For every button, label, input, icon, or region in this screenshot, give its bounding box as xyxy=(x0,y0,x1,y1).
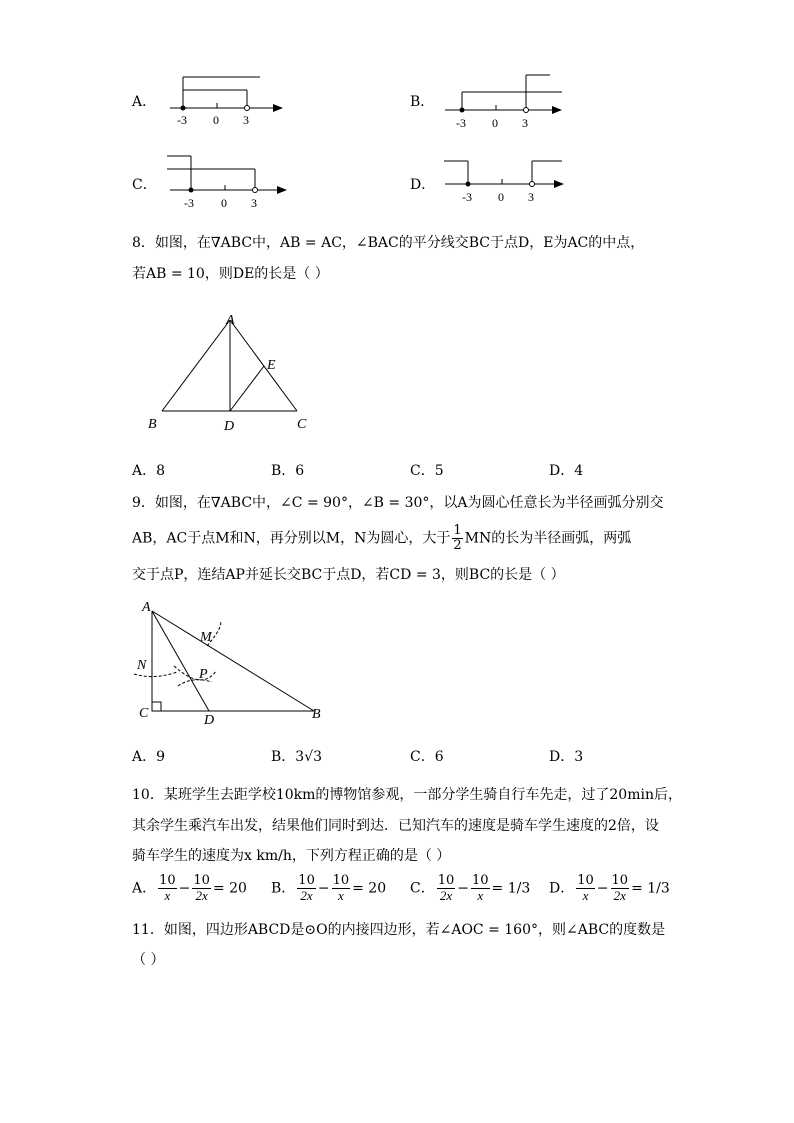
q7-a-tick-neg3: -3 xyxy=(177,113,187,127)
q9-option-a: A．9 xyxy=(132,749,166,765)
q9-option-b: B．3√3 xyxy=(271,749,323,765)
q7-option-c-label: C． xyxy=(132,177,157,193)
q9-triangle-figure xyxy=(132,596,332,728)
q9-question-line3: 交于点P，连结AP并延长交BC于点D，若CD = 3，则BC的长是（ ） xyxy=(132,567,565,583)
q9-label-b: B xyxy=(312,707,321,722)
svg-text:0: 0 xyxy=(221,196,227,210)
q8-label-b: B xyxy=(148,417,157,432)
q8-label-a: A xyxy=(226,313,235,328)
svg-text:3: 3 xyxy=(522,116,528,130)
svg-text:0: 0 xyxy=(498,190,504,204)
q10-option-a: A． $\frac{10}{x}$ − $\frac{10}{2x}$ = 20 xyxy=(132,873,247,903)
q9-label-p: P xyxy=(199,667,208,682)
q8-question-line1: 8．如图，在∇ABC中，AB = AC，∠BAC的平分线交BC于点D，E为AC的中点， xyxy=(132,235,645,251)
q8-option-c: C．5 xyxy=(410,463,444,479)
q7-option-d-figure xyxy=(440,152,570,212)
q8-option-a: A．8 xyxy=(132,463,166,479)
q9-fraction-half: $\frac{1}{2}$ xyxy=(453,523,462,553)
q7-option-d-label: D． xyxy=(410,177,436,193)
q9-question-line1: 9．如图，在∇ABC中，∠C = 90°，∠B = 30°，以A为圆心任意长为半径画弧分别交 xyxy=(132,495,664,511)
svg-text:3: 3 xyxy=(251,196,257,210)
q8-option-d: D．4 xyxy=(549,463,584,479)
svg-text:-3: -3 xyxy=(456,116,466,130)
q10-question-line1: 10．某班学生去距学校10km的博物馆参观，一部分学生骑自行车先走，过了20min后， xyxy=(132,787,682,803)
q10-option-b: B． $\frac{10}{2x}$ − $\frac{10}{x}$ = 20 xyxy=(271,873,387,903)
q7-option-b-figure xyxy=(440,72,570,132)
q8-triangle-figure xyxy=(140,308,320,438)
q7-option-a-label: A． xyxy=(132,94,157,110)
q10-option-d: D． $\frac{10}{x}$ − $\frac{10}{2x}$ = 1/3 xyxy=(549,873,670,903)
q11-question-line1: 11．如图，四边形ABCD是⊙O的内接四边形，若∠AOC = 160°，则∠ABC的度数是 xyxy=(132,922,666,938)
q8-label-d: D xyxy=(224,419,235,434)
q9-option-d: D．3 xyxy=(549,749,584,765)
q9-label-a: A xyxy=(142,600,151,615)
q9-label-d: D xyxy=(204,713,215,728)
svg-text:3: 3 xyxy=(528,190,534,204)
q11-question-line2: （ ） xyxy=(132,952,165,968)
q8-label-c: C xyxy=(297,417,307,432)
q7-option-b-label: B． xyxy=(410,94,435,110)
q8-option-b: B．6 xyxy=(271,463,305,479)
q10-question-line3: 骑车学生的速度为x km/h，下列方程正确的是（ ） xyxy=(132,848,451,864)
q9-option-c: C．6 xyxy=(410,749,444,765)
q9-label-c: C xyxy=(139,706,149,721)
q9-label-m: M xyxy=(200,630,212,645)
q7-option-c-figure xyxy=(165,152,295,212)
svg-text:-3: -3 xyxy=(184,196,194,210)
q7-a-tick-3: 3 xyxy=(243,113,249,127)
q10-option-c: C． $\frac{10}{2x}$ − $\frac{10}{x}$ = 1/3 xyxy=(410,873,531,903)
q9-label-n: N xyxy=(137,658,147,673)
q10-question-line2: 其余学生乘汽车出发，结果他们同时到达．已知汽车的速度是骑车学生速度的2倍，设 xyxy=(132,818,659,834)
svg-text:-3: -3 xyxy=(462,190,472,204)
q9-question-line2: AB，AC于点M和N，再分别以M，N为圆心，大于 $\frac{1}{2}$ MN的长为半径画弧，两弧 xyxy=(132,523,632,553)
q7-a-tick-0: 0 xyxy=(213,113,219,127)
q8-question-line2: 若AB = 10，则DE的长是（ ） xyxy=(132,266,329,282)
q8-label-e: E xyxy=(267,358,276,373)
svg-text:0: 0 xyxy=(492,116,498,130)
q7-option-a-figure xyxy=(165,72,285,132)
